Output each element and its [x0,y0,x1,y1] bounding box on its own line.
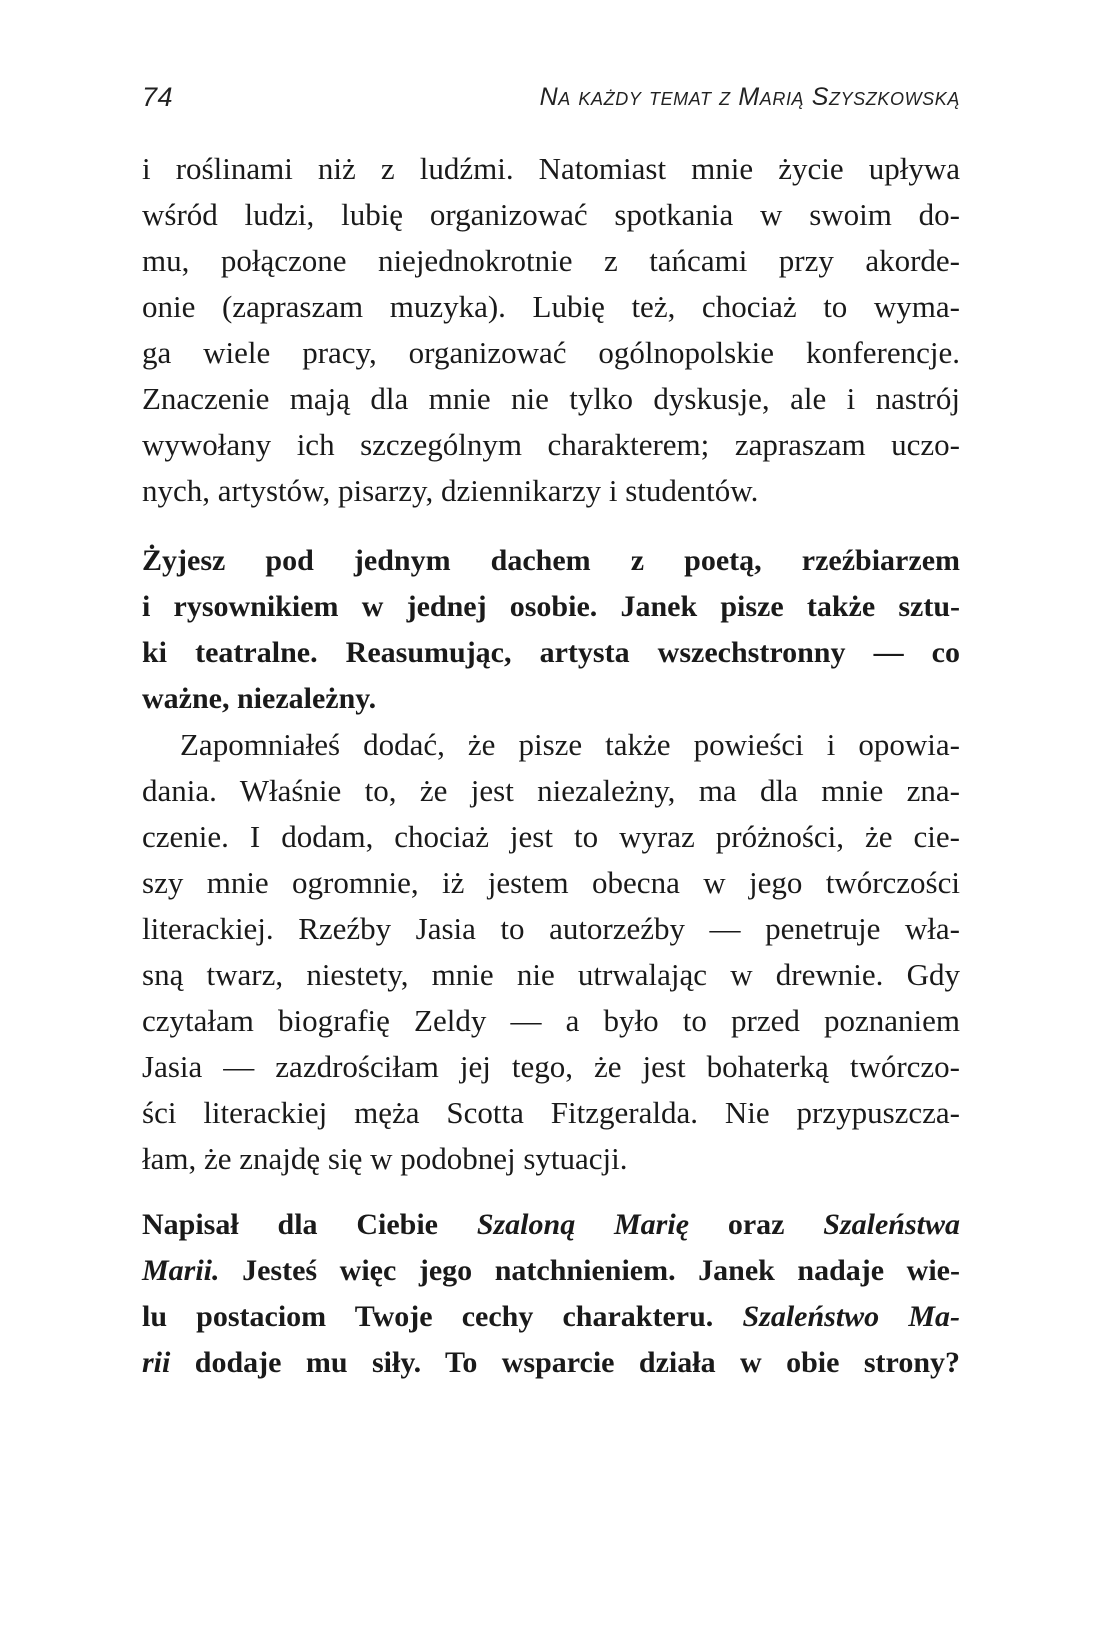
text-line: ga wiele pracy, organizować ogólnopolskie konferencje. [142,335,960,370]
text-line: czytałam biografię Zeldy — a było to przed poznaniem [142,1003,960,1038]
text-line: dania. Właśnie to, że jest niezależny, ma dla mnie zna- [142,773,960,808]
interview-answer-1 [142,722,960,1182]
question-line [142,1202,960,1248]
text-line: łam, że znajdę się w podobnej sytuacji. [142,1141,628,1176]
text-line: nych, artystów, pisarzy, dziennikarzy i studentów. [142,473,759,508]
text-line: i roślinami niż z ludźmi. Natomiast mnie życie upływa [142,151,960,186]
text-line: sną twarz, niestety, mnie nie utrwalając w drewnie. Gdy [142,957,960,992]
book-title: Szaloną Marię [476,1208,690,1241]
book-title: rii [142,1346,171,1379]
question-text: Napisał dla Ciebie [142,1208,477,1241]
question-text: oraz [689,1208,824,1241]
running-head [142,82,960,122]
paragraph-intro [142,146,960,514]
question-line: Żyjesz pod jednym dachem z poetą, rzeźbiarzem [142,544,960,577]
text-line: Jasia — zazdrościłam jej tego, że jest bohaterką twórczo- [142,1049,960,1084]
question-line: ki teatralne. Reasumując, artysta wszechstronny — co [142,636,960,669]
question-text: lu postaciom Twoje cechy charakteru. [142,1300,743,1333]
chapter-title: Na każdy temat z Marią Szyszkowską [539,83,960,111]
text-line: ści literackiej męża Scotta Fitzgeralda. Nie przypuszcza- [142,1095,960,1130]
text-line: literackiej. Rzeźby Jasia to autorzeźby — penetruje wła- [142,911,960,946]
text-line: wywołany ich szczególnym charakterem; zapraszam uczo- [142,427,960,462]
interview-question-2 [142,1202,960,1386]
interview-question-1 [142,538,960,722]
text-line: mu, połączone niejednokrotnie z tańcami przy akorde- [142,243,960,278]
book-title: Szaleństwa [823,1208,960,1241]
book-title: Marii. [142,1254,220,1287]
text-line: onie (zapraszam muzyka). Lubię też, chociaż to wyma- [142,289,960,324]
question-line: ważne, niezależny. [142,682,377,715]
text-line: Znaczenie mają dla mnie nie tylko dyskusje, ale i nastrój [142,381,960,416]
question-line [142,1340,960,1386]
question-text: Jesteś więc jego natchnieniem. Janek nadaje wie- [219,1254,960,1287]
question-line: i rysownikiem w jednej osobie. Janek pisze także sztu- [142,590,960,623]
text-line: Zapomniałeś dodać, że pisze także powieści i opowia- [180,727,960,762]
text-line: czenie. I dodam, chociaż jest to wyraz próżności, że cie- [142,819,960,854]
text-line: wśród ludzi, lubię organizować spotkania w swoim do- [142,197,960,232]
page-number: 74 [142,82,174,112]
question-line [142,1294,960,1340]
book-title: Szaleństwo Ma- [742,1300,960,1333]
question-line [142,1248,960,1294]
question-text: dodaje mu siły. To wsparcie działa w obie strony? [170,1346,960,1379]
text-line: szy mnie ogromnie, iż jestem obecna w jego twórczości [142,865,960,900]
